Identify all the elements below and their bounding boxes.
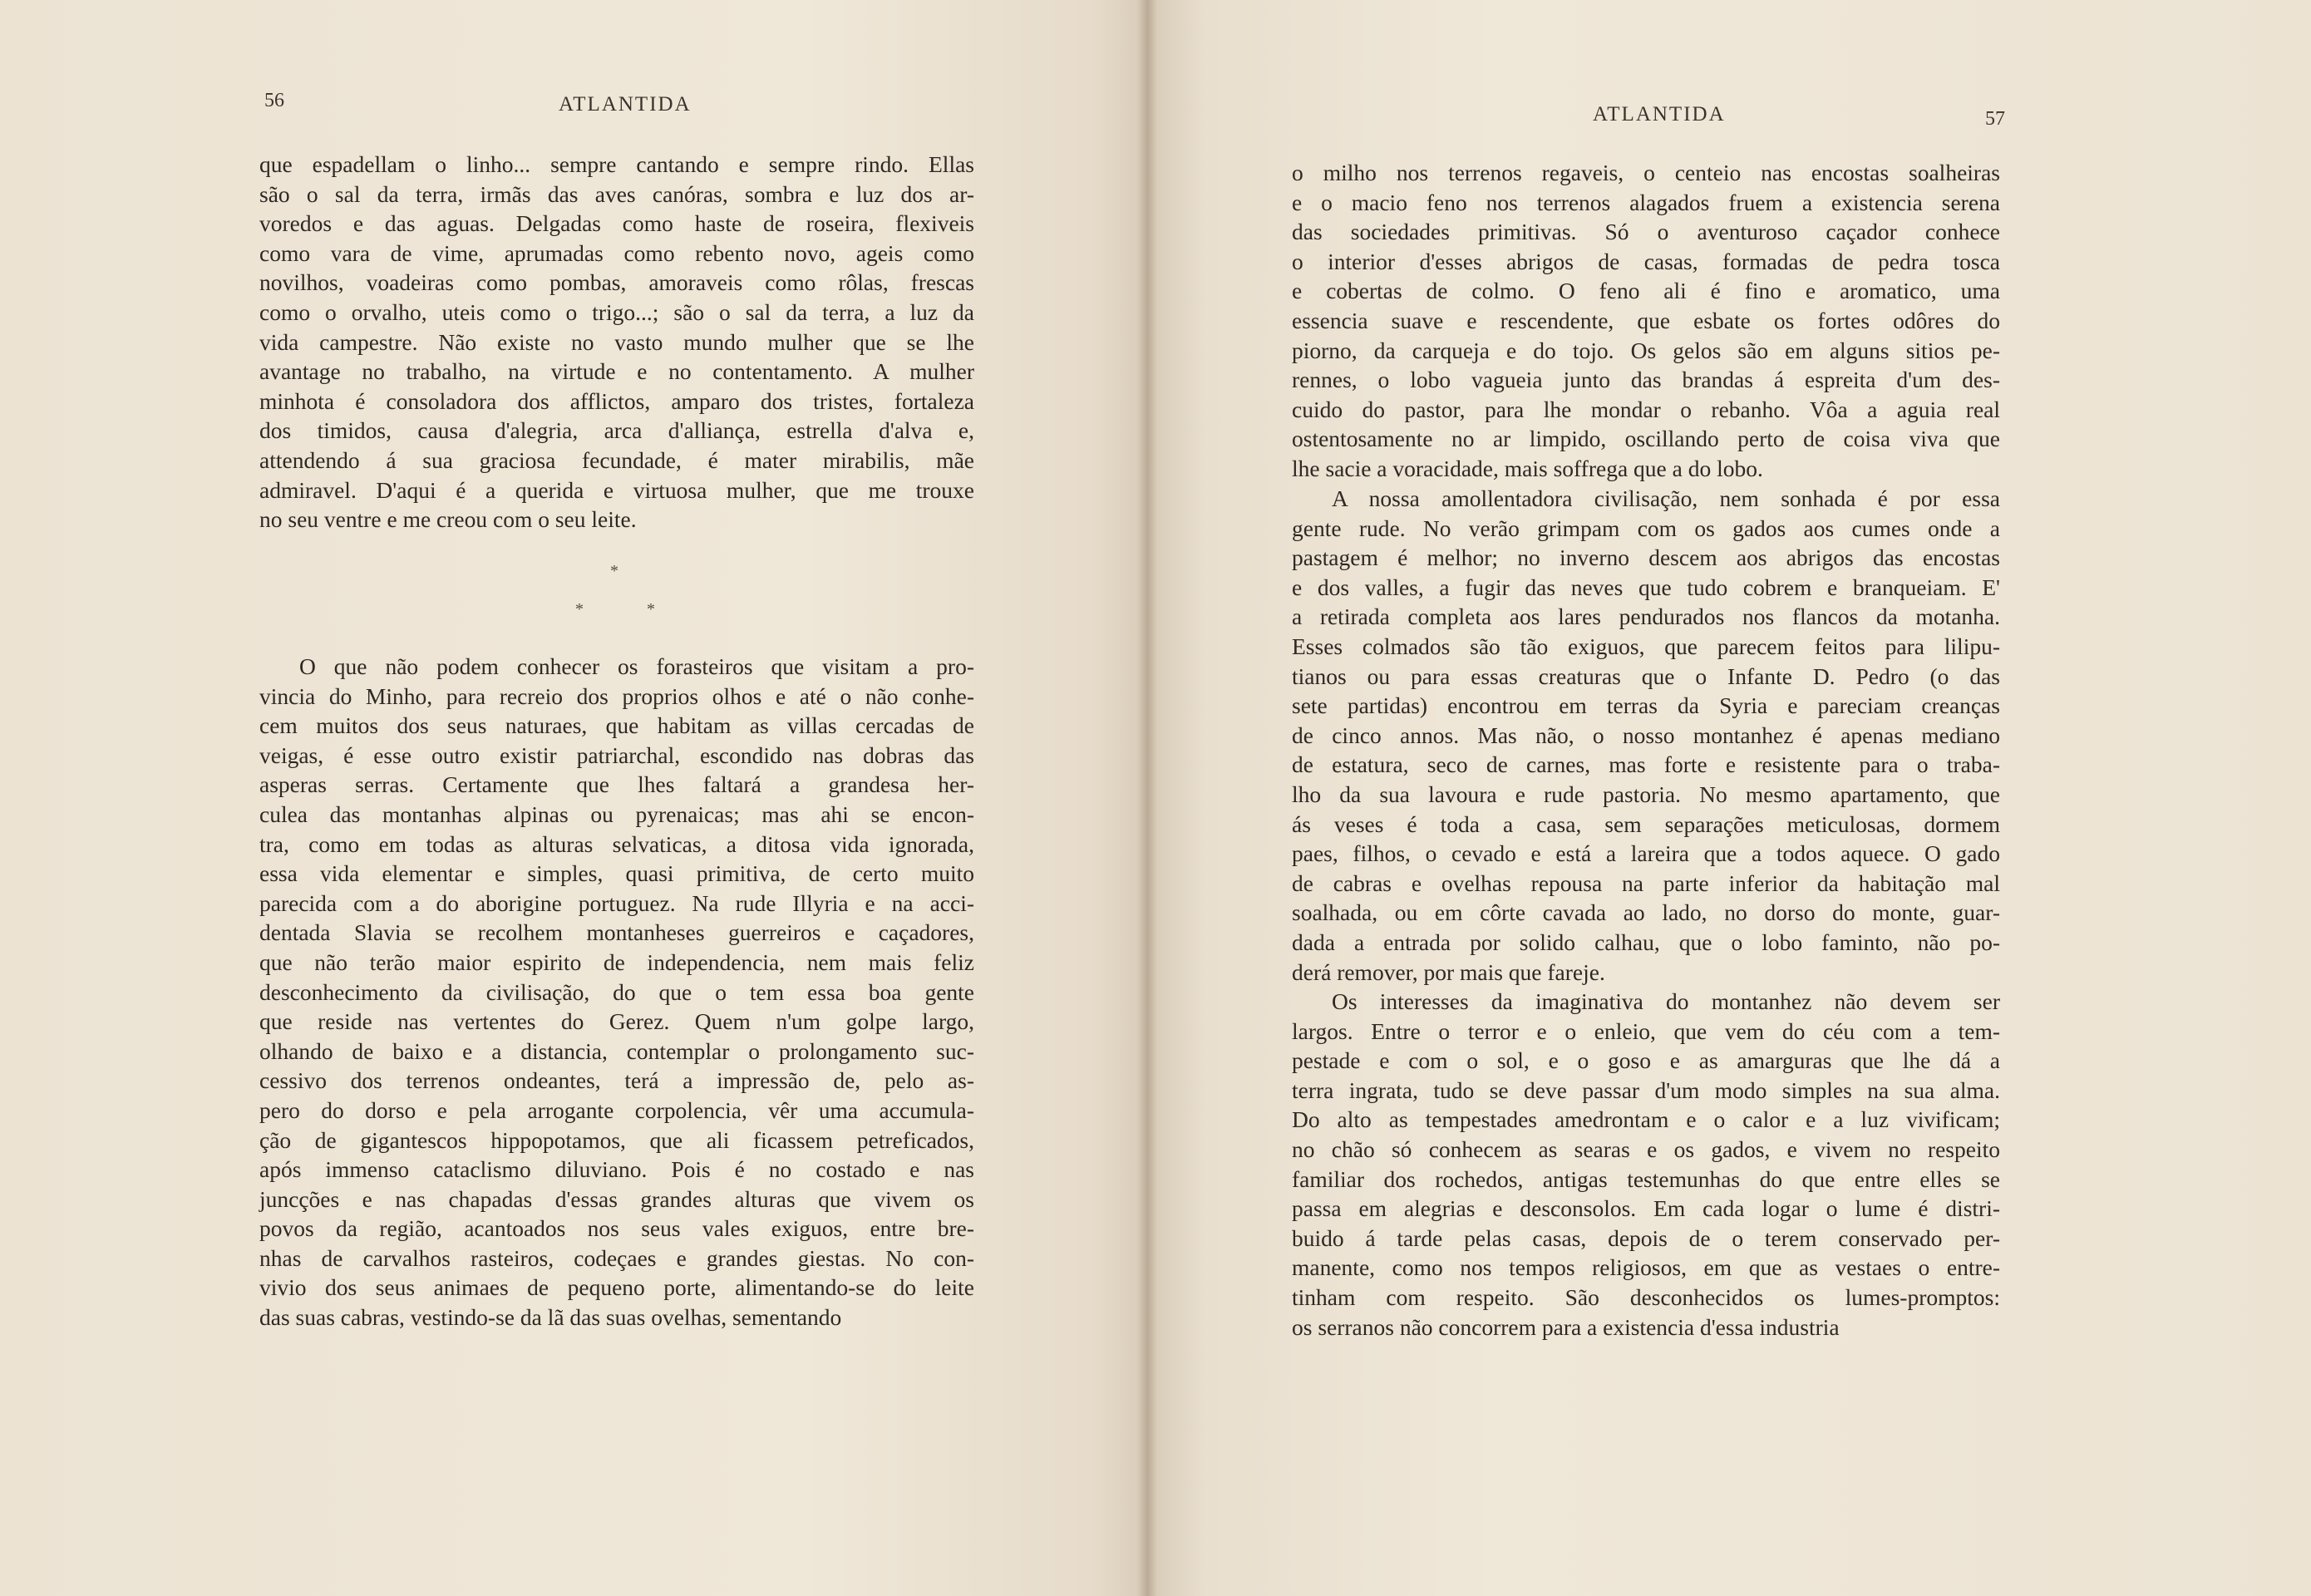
text-line: buido á tarde pelas casas, depois de o terem conservado per-	[1292, 1224, 2000, 1251]
text-line: dada a entrada por solido calhau, que o lobo faminto, não po-	[1292, 929, 2000, 955]
text-line: veigas, é esse outro existir patriarchal, escondido nas dobras das	[259, 741, 974, 768]
asterism-top: *	[610, 562, 618, 580]
paragraph-continuation	[1292, 158, 2000, 484]
text-line: avantage no trabalho, na virtude e no contentamento. A mulher	[259, 358, 974, 385]
text-line: tianos ou para essas creaturas que o Infante D. Pedro (o das	[1292, 663, 2000, 689]
text-line: dos timidos, causa d'alegria, arca d'alliança, estrella d'alva e,	[259, 417, 974, 444]
paragraph-continuation	[259, 150, 974, 534]
text-line: no chão só conhecem as searas e os gados, e vivem no respeito	[1292, 1135, 2000, 1162]
paragraph-montanhez	[259, 652, 974, 1332]
text-line: cem muitos dos seus naturaes, que habitam as villas cercadas de	[259, 712, 974, 739]
text-line: vida campestre. Não existe no vasto mundo mulher que se lhe	[259, 328, 974, 355]
text-line: e dos valles, a fugir das neves que tudo cobrem e branqueiam. E'	[1292, 574, 2000, 600]
text-line: pestade e com o sol, e o goso e as amarguras que lhe dá a	[1292, 1047, 2000, 1074]
text-line: minhota é consoladora dos afflictos, amparo dos tristes, fortaleza	[259, 387, 974, 414]
text-line: piorno, da carqueja e do tojo. Os gelos são em alguns sitios pe-	[1292, 337, 2000, 363]
text-line: essa vida elementar e simples, quasi primitiva, de certo muito	[259, 860, 974, 887]
text-line: ção de gigantescos hippopotamos, que ali ficassem petreficados,	[259, 1126, 974, 1153]
text-line: ás veses é toda a casa, sem separações meticulosas, dormem	[1292, 810, 2000, 837]
running-head: ATLANTIDA	[1593, 103, 1726, 126]
text-line: A nossa amollentadora civilisação, nem sonhada é por essa	[1332, 485, 2000, 511]
left-page	[0, 0, 1147, 1596]
text-line: a retirada completa aos lares pendurados nos flancos da motanha.	[1292, 603, 2000, 630]
text-line: vivio dos seus animaes de pequeno porte, alimentando-se do leite	[259, 1274, 974, 1301]
text-line: gente rude. No verão grimpam com os gados aos cumes onde a	[1292, 515, 2000, 541]
text-line: admiravel. D'aqui é a querida e virtuosa mulher, que me trouxe	[259, 476, 974, 503]
text-line: e o macio feno nos terrenos alagados fruem a existencia serena	[1292, 189, 2000, 215]
text-line: que reside nas vertentes do Gerez. Quem n'um golpe largo,	[259, 1008, 974, 1035]
text-line: de estatura, seco de carnes, mas forte e resistente para o traba-	[1292, 751, 2000, 778]
text-line: povos da região, acantoados nos seus vales exiguos, entre bre-	[259, 1215, 974, 1242]
text-line: tinham com respeito. São desconhecidos os lumes-promptos:	[1292, 1283, 2000, 1310]
text-line: e cobertas de colmo. O feno ali é fino e aromatico, uma	[1292, 278, 2000, 304]
asterism-left: *	[575, 600, 584, 618]
text-line: terra ingrata, tudo se deve passar d'um modo simples na sua alma.	[1292, 1076, 2000, 1103]
text-line: juncções e nas chapadas d'essas grandes alturas que vivem os	[259, 1185, 974, 1212]
text-line: manente, como nos tempos religiosos, em que as vestaes o entre-	[1292, 1254, 2000, 1281]
text-line: das suas cabras, vestindo-se da lã das suas ovelhas, sementando	[259, 1304, 842, 1331]
text-line: derá remover, por mais que fareje.	[1292, 958, 1605, 985]
text-line: após immenso cataclismo diluviano. Pois é no costado e nas	[259, 1156, 974, 1183]
text-line: pastagem é melhor; no inverno descem aos abrigos das encostas	[1292, 544, 2000, 571]
text-line: lho da sua lavoura e rude pastoria. No mesmo apartamento, que	[1292, 781, 2000, 807]
text-line: familiar dos rochedos, antigas testemunhas do que entre elles se	[1292, 1165, 2000, 1192]
text-line: que não terão maior espirito de independencia, nem mais feliz	[259, 948, 974, 975]
text-line: como vara de vime, aprumadas como rebento novo, ageis como	[259, 239, 974, 266]
text-line: olhando de baixo e a distancia, contemplar o prolongamento suc-	[259, 1037, 974, 1064]
text-line: tra, como em todas as alturas selvaticas, a ditosa vida ignorada,	[259, 830, 974, 857]
text-line: paes, filhos, o cevado e está a lareira que a todos aquece. O gado	[1292, 840, 2000, 867]
text-line: que espadellam o linho... sempre cantando e sempre rindo. Ellas	[259, 151, 974, 177]
text-line: cessivo dos terrenos ondeantes, terá a impressão de, pelo as-	[259, 1067, 974, 1094]
text-line: O que não podem conhecer os forasteiros que visitam a pro-	[299, 653, 974, 679]
text-line: Esses colmados são tão exiguos, que parecem feitos para lilipu-	[1292, 633, 2000, 659]
asterism-right: *	[647, 600, 655, 618]
text-line: cuido do pastor, para lhe mondar o rebanho. Vôa a aguia real	[1292, 396, 2000, 422]
text-line: o interior d'esses abrigos de casas, formadas de pedra tosca	[1292, 248, 2000, 274]
paragraph-imaginativa	[1292, 987, 2000, 1342]
text-line: Os interesses da imaginativa do montanhez não devem ser	[1332, 988, 2000, 1014]
text-line: culea das montanhas alpinas ou pyrenaicas; mas ahi se encon-	[259, 800, 974, 827]
text-line: essencia suave e rescendente, que esbate os fortes odôres do	[1292, 307, 2000, 333]
text-line: rennes, o lobo vagueia junto das brandas á espreita d'um des-	[1292, 367, 2000, 393]
text-line: ostentosamente no ar limpido, oscillando perto de coisa viva que	[1292, 426, 2000, 452]
text-line: de cinco annos. Mas não, o nosso montanhez é apenas mediano	[1292, 722, 2000, 748]
text-line: Do alto as tempestades amedrontam e o calor e a luz vivificam;	[1292, 1106, 2000, 1133]
book-gutter	[1137, 0, 1157, 1596]
page-number: 56	[264, 90, 284, 111]
running-head: ATLANTIDA	[559, 93, 692, 116]
text-line: asperas serras. Certamente que lhes faltará a grandesa her-	[259, 771, 974, 798]
text-line: novilhos, voadeiras como pombas, amoraveis como rôlas, frescas	[259, 269, 974, 296]
text-line: pero do dorso e pela arrogante corpolencia, vêr uma accumula-	[259, 1096, 974, 1123]
page-number: 57	[1985, 108, 2005, 130]
text-line: parecida com a do aborigine portuguez. Na rude Illyria e na acci-	[259, 889, 974, 916]
right-page	[1147, 0, 2311, 1596]
paragraph-civilisacao	[1292, 484, 2000, 987]
text-line: soalhada, ou em côrte cavada ao lado, no dorso do monte, guar-	[1292, 899, 2000, 926]
text-line: largos. Entre o terror e o enleio, que vem do céu com a tem-	[1292, 1017, 2000, 1044]
text-line: de cabras e ovelhas repousa na parte inferior da habitação mal	[1292, 869, 2000, 896]
text-line: dentada Slavia se recolhem montanheses guerreiros e caçadores,	[259, 919, 974, 946]
text-line: nhas de carvalhos rasteiros, codeçaes e grandes giestas. No con-	[259, 1244, 974, 1271]
text-line: no seu ventre e me creou com o seu leite.	[259, 506, 637, 533]
text-line: passa em alegrias e desconsolos. Em cada logar o lume é distri-	[1292, 1195, 2000, 1222]
text-line: voredos e das aguas. Delgadas como haste de roseira, flexiveis	[259, 210, 974, 237]
text-line: os serranos não concorrem para a existencia d'essa industria	[1292, 1313, 1840, 1340]
text-line: desconhecimento da civilisação, do que o tem essa boa gente	[259, 978, 974, 1005]
text-line: o milho nos terrenos regaveis, o centeio nas encostas soalheiras	[1292, 160, 2000, 185]
text-line: lhe sacie a voracidade, mais soffrega que a do lobo.	[1292, 455, 1763, 481]
text-line: sete partidas) encontrou em terras da Syria e pareciam creanças	[1292, 692, 2000, 719]
text-line: attendendo á sua graciosa fecundade, é mater mirabilis, mãe	[259, 446, 974, 473]
text-line: das sociedades primitivas. Só o aventuroso caçador conhece	[1292, 219, 2000, 245]
text-line: vincia do Minho, para recreio dos proprios olhos e até o não conhe-	[259, 682, 974, 709]
text-line: como o orvalho, uteis como o trigo...; são o sal da terra, a luz da	[259, 298, 974, 325]
text-line: são o sal da terra, irmãs das aves canóras, sombra e luz dos ar-	[259, 180, 974, 207]
